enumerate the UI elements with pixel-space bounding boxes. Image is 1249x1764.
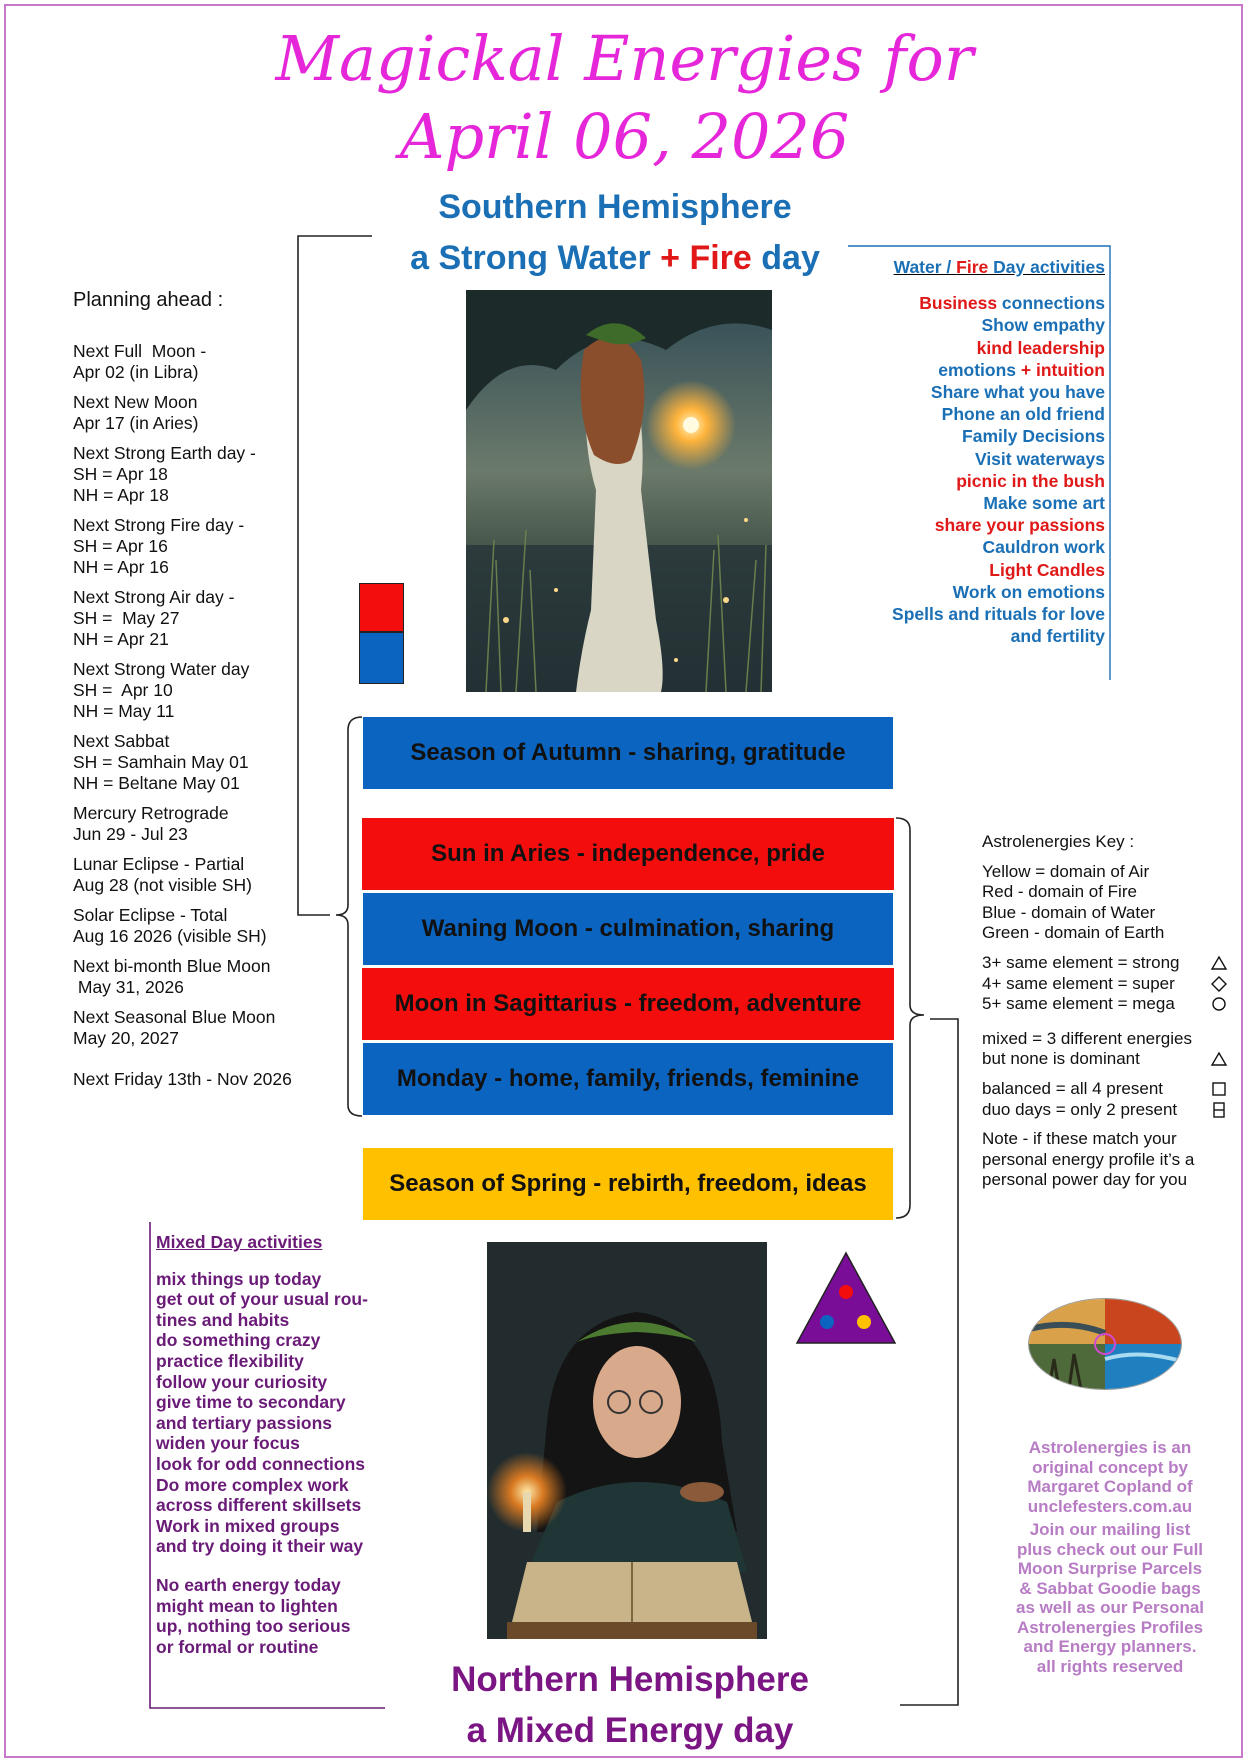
water-fire-activity: Spells and rituals for love [892, 604, 1105, 625]
mixed-activity: look for odd connections [156, 1453, 366, 1474]
credit-line: unclefesters.com.au [1027, 1496, 1193, 1516]
season-spring-bar: Season of Spring - rebirth, freedom, ideas [363, 1148, 893, 1220]
southern-day-fire: Fire [689, 239, 752, 277]
key-domain-air: Yellow = domain of Air [982, 861, 1150, 881]
mixed-activity: tines and habits [156, 1309, 290, 1330]
mixed-heading: Mixed Day activities [156, 1232, 323, 1252]
planning-item: Mercury Retrograde Jun 29 - Jul 23 [73, 803, 229, 844]
northern-hemisphere-heading: Northern Hemisphere [451, 1660, 809, 1699]
credit-line: and Energy planners. [1023, 1637, 1197, 1656]
water-fire-activity: Family Decisions [962, 426, 1105, 447]
page-title-line1: Magickal Energies for [275, 22, 974, 95]
witch-portrait-photo [487, 1242, 767, 1639]
mixed-activity: mix things up today [156, 1268, 322, 1289]
key-levels [982, 953, 1227, 1015]
mixed-activity: Work in mixed groups [156, 1515, 340, 1536]
mixed-activity: give time to secondary [156, 1392, 346, 1413]
triangle-icon [1211, 1051, 1227, 1067]
mixed-note-line: up, nothing too serious [156, 1616, 351, 1637]
bars-right-brace [896, 818, 924, 1218]
moon-sign-bar: Moon in Sagittarius - freedom, adventure [362, 968, 894, 1040]
planning-item: Next Strong Water day SH = Apr 10 NH = May 11 [73, 659, 250, 721]
page-title-line2: April 06, 2026 [399, 100, 850, 173]
water-fire-activity: Business connections [919, 293, 1105, 314]
mixed-note-line: might mean to lighten [156, 1595, 338, 1616]
mixed-activity: get out of your usual rou- [156, 1289, 368, 1310]
mixed-note-line: No earth energy today [156, 1574, 341, 1595]
season-autumn-bar: Season of Autumn - sharing, gratitude [363, 717, 893, 789]
key-note: Note - if these match your personal energy profile it’s a personal power day for you [982, 1129, 1195, 1190]
credit-line: Margaret Copland of [1027, 1477, 1193, 1496]
northern-day-type: a Mixed Energy day [466, 1711, 794, 1750]
water-fire-activity: Work on emotions [952, 581, 1105, 602]
mixed-activity: and tertiary passions [156, 1412, 333, 1433]
split-rectangle-icon [1211, 1102, 1227, 1118]
planning-item: Next Strong Air day - SH = May 27 NH = Apr 21 [73, 587, 235, 649]
planning-item: Next Friday 13th - Nov 2026 [73, 1069, 292, 1089]
key-mega: 5+ same element = mega [982, 994, 1175, 1014]
key-balanced-duo: balanced = all 4 present duo days = only 2 present [982, 1079, 1227, 1120]
credit-line: Join our mailing list [1029, 1520, 1191, 1539]
bars-left-brace [336, 717, 362, 1116]
mixed-note-line: or formal or routine [156, 1636, 319, 1657]
credit-line: Astrolenergies is an [1028, 1438, 1192, 1457]
water-fire-activity: Visit waterways [974, 448, 1105, 469]
moon-phase-bar: Waning Moon - culmination, sharing [363, 893, 893, 965]
mixed-energy-triangle-icon [794, 1250, 898, 1346]
planning-item: Next Full Moon - Apr 02 (in Libra) [73, 341, 207, 382]
mixed-activity: do something crazy [156, 1330, 321, 1351]
water-fire-list [840, 292, 1105, 647]
mixed-activity: widen your focus [156, 1433, 300, 1454]
southern-hemisphere-heading: Southern Hemisphere [438, 188, 792, 226]
mixed-day-activities [156, 1232, 396, 1657]
mixed-list [156, 1269, 396, 1557]
sun-sign-bar: Sun in Aries - independence, pride [362, 818, 894, 890]
weekday-bar: Monday - home, family, friends, feminine [363, 1043, 893, 1115]
key-domain-earth: Green - domain of Earth [982, 923, 1165, 943]
credit-line: Moon Surprise Parcels [1017, 1559, 1203, 1578]
credit-line: all rights reserved [1036, 1656, 1184, 1676]
planning-item: Next Sabbat SH = Samhain May 01 NH = Beltane May 01 [73, 731, 249, 793]
key-domain-fire: Red - domain of Fire [982, 882, 1137, 902]
water-element-square [359, 632, 404, 684]
credit-line: Astrolenergies Profiles [1016, 1617, 1204, 1637]
triangle-icon [1211, 955, 1227, 971]
water-fire-activity: and fertility [1010, 626, 1105, 647]
credit-line: plus check out our Full [1016, 1539, 1204, 1559]
key-domain-water: Blue - domain of Water [982, 902, 1156, 922]
water-fire-activity: emotions + intuition [938, 359, 1105, 380]
water-fire-activity: Light Candles [989, 559, 1105, 580]
planning-item: Next New Moon Apr 17 (in Aries) [73, 392, 199, 433]
water-fire-activity: picnic in the bush [956, 470, 1105, 491]
credit-line: as well as our Personal [1015, 1598, 1205, 1617]
diamond-icon [1211, 976, 1227, 992]
elements-logo [1028, 1298, 1182, 1390]
water-fire-activity: Share what you have [930, 382, 1105, 403]
mixed-activity: and try doing it their way [156, 1536, 364, 1557]
planning-item: Solar Eclipse - Total Aug 16 2026 (visible SH) [73, 905, 267, 946]
planning-item: Lunar Eclipse - Partial Aug 28 (not visible SH) [73, 854, 252, 895]
water-fire-activities [840, 256, 1105, 647]
square-icon [1211, 1081, 1227, 1097]
water-fire-activity: Cauldron work [982, 537, 1105, 558]
mixed-activity: practice flexibility [156, 1350, 304, 1371]
water-fire-activity: Make some art [983, 493, 1105, 514]
southern-bracket [298, 236, 372, 915]
planning-heading: Planning ahead : [73, 289, 224, 311]
key-super: 4+ same element = super [982, 973, 1175, 993]
southern-day-water: a Strong Water [410, 239, 651, 277]
water-priestess-photo [466, 290, 772, 692]
astrolenergies-key [982, 832, 1227, 1200]
mixed-note [156, 1575, 396, 1657]
key-domains [982, 862, 1227, 944]
southern-day-plus: + [660, 239, 680, 277]
credit-line: & Sabbat Goodie bags [1019, 1578, 1201, 1598]
southern-day-suffix: day [761, 239, 820, 277]
fire-element-square [359, 583, 404, 632]
water-fire-activity: kind leadership [976, 337, 1105, 358]
water-fire-activity: share your passions [934, 515, 1105, 536]
planning-item: Next Strong Fire day - SH = Apr 16 NH = Apr 16 [73, 515, 245, 577]
key-mixed: mixed = 3 different energies but none is dominant [982, 1029, 1227, 1070]
mixed-activity: follow your curiosity [156, 1371, 328, 1392]
key-strong: 3+ same element = strong [982, 952, 1180, 972]
northern-bracket [900, 1019, 958, 1705]
water-fire-activity: Show empathy [981, 315, 1105, 336]
credit-line: original concept by [1032, 1457, 1188, 1477]
mixed-activity: Do more complex work [156, 1474, 349, 1495]
credit-text [1000, 1438, 1220, 1676]
planning-item: Next Strong Earth day - SH = Apr 18 NH = Apr 18 [73, 443, 256, 505]
key-heading: Astrolenergies Key : [982, 832, 1135, 851]
water-fire-activity: Phone an old friend [941, 404, 1105, 425]
mixed-activity: across different skillsets [156, 1495, 362, 1516]
planning-item: Next Seasonal Blue Moon May 20, 2027 [73, 1007, 276, 1048]
circle-icon [1211, 996, 1227, 1012]
water-fire-heading: Water / Fire Day activities [893, 257, 1105, 277]
planning-item: Next bi-month Blue Moon May 31, 2026 [73, 956, 271, 997]
